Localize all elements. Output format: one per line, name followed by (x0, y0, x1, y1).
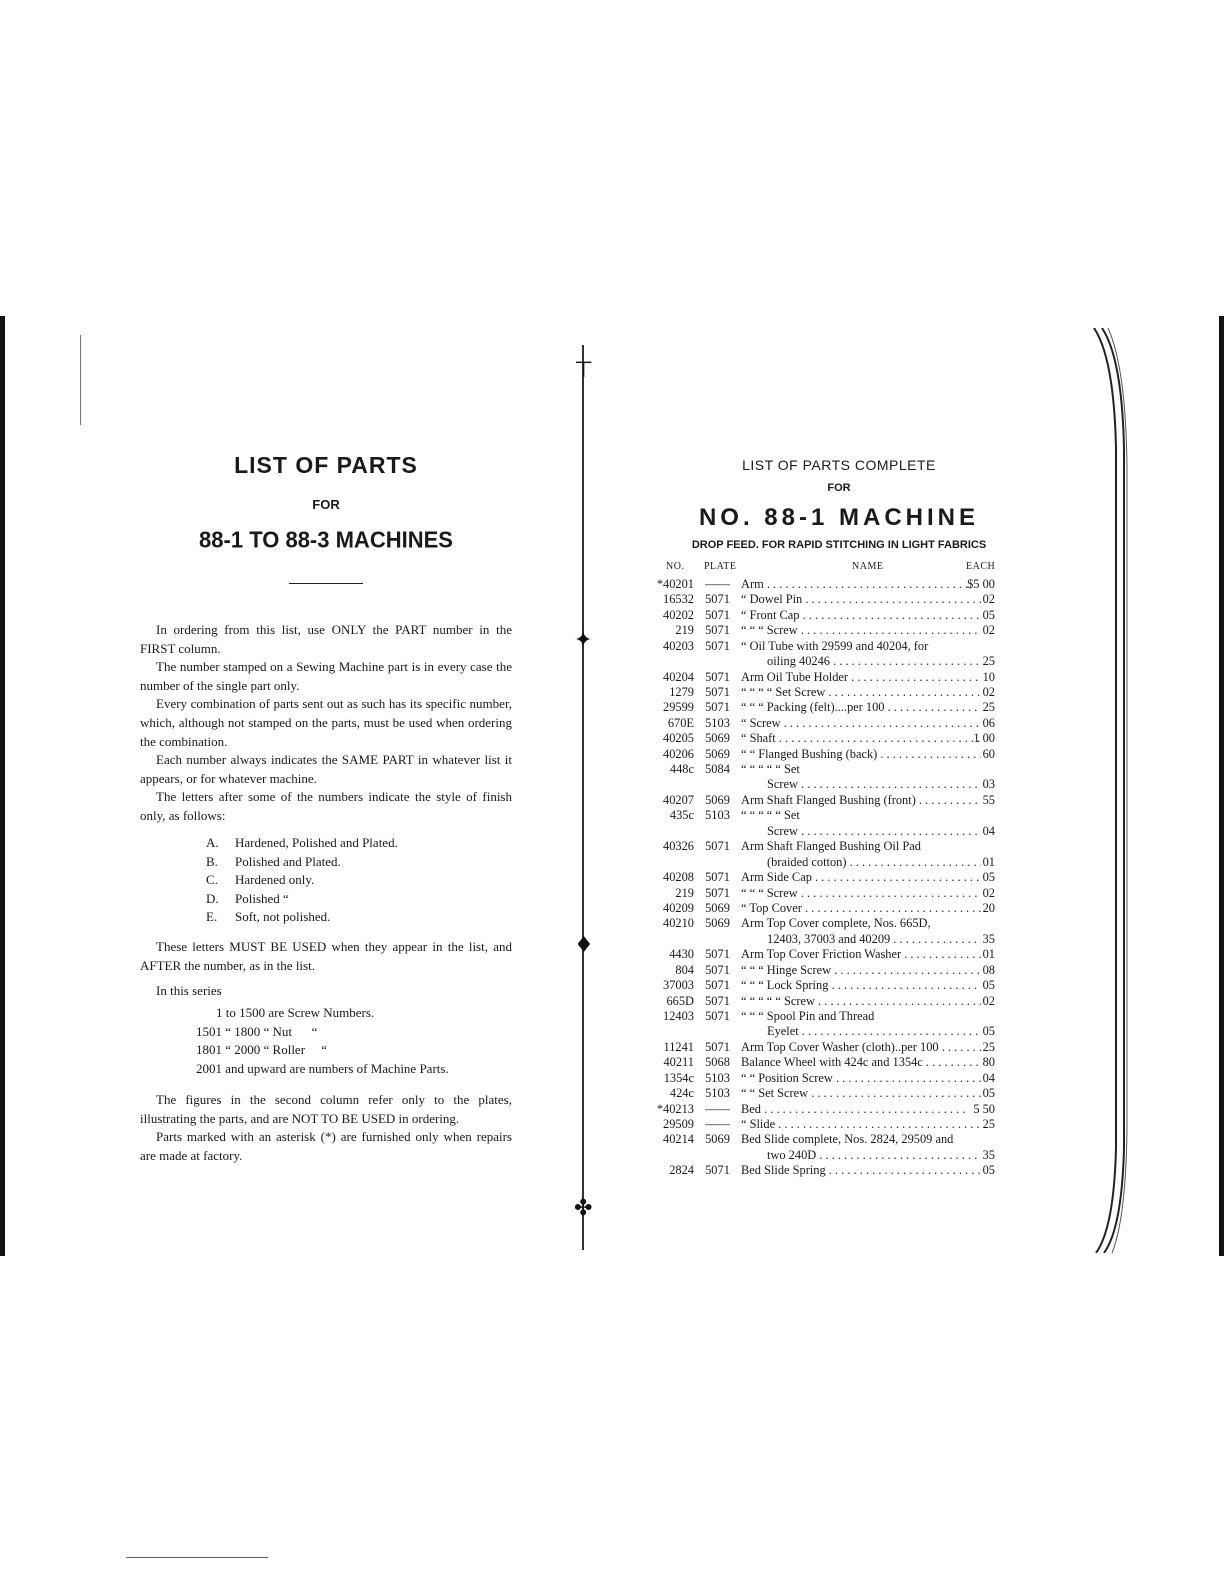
plate-number: 5071 (705, 592, 730, 607)
parts-row (640, 716, 995, 731)
part-price: 02 (982, 885, 995, 900)
part-name: “ Slide . . . (741, 1117, 981, 1132)
page-curl-edge (1092, 328, 1128, 1253)
parts-row (640, 685, 995, 700)
part-price: 5 50 (973, 1101, 995, 1116)
part-name: “ “ Position Screw . . . (741, 1071, 981, 1086)
paragraph: Parts marked with an asterisk (*) are furnished only when repairs are made at factory. (140, 1129, 512, 1163)
part-price: 01 (982, 947, 995, 962)
part-number: 40211 (663, 1055, 694, 1070)
parts-row (640, 1132, 995, 1163)
plate-number: 5071 (705, 870, 730, 885)
part-number: 40208 (663, 870, 694, 885)
part-price: 55 (982, 792, 995, 807)
part-name: “ “ “ “ “ Set Screw . . . (741, 762, 981, 793)
part-number: 219 (675, 623, 694, 638)
parts-row (640, 762, 995, 793)
plate-number: 5071 (705, 978, 730, 993)
parts-row (640, 978, 995, 993)
part-number: 435c (669, 808, 694, 823)
parts-row (640, 731, 995, 746)
part-price: 05 (982, 870, 995, 885)
part-price: 02 (982, 993, 995, 1008)
gutter-mark-1: ⊤ (574, 358, 594, 383)
gutter-mark-3: ♦ (574, 933, 594, 958)
closing-notes (140, 1091, 512, 1165)
part-name: Bed . . . (741, 1102, 981, 1117)
part-name: Arm Shaft Flanged Bushing (front) . . . (741, 793, 981, 808)
part-number: *40201 (656, 577, 694, 591)
part-number: *40213 (656, 1101, 694, 1116)
finish-item: D. Polished “ (206, 890, 289, 906)
part-name: “ Oil Tube with 29599 and 40204, for oiling 40246 . . . (741, 639, 981, 670)
plate-number: 5071 (705, 607, 730, 622)
paragraph: Each number always indicates the SAME PART in whatever list it appears, or for whatever machine. (140, 752, 512, 786)
part-number: 37003 (663, 978, 694, 993)
title-divider (289, 583, 363, 584)
plate-number: 5071 (705, 623, 730, 638)
part-name: Arm Top Cover complete, Nos. 665D, 12403, 37003 and 40209 . . . (741, 916, 981, 947)
part-price: 05 (982, 1163, 995, 1178)
part-price: 06 (982, 715, 995, 730)
finish-item: B. Polished and Plated. (206, 853, 341, 869)
scan-edge-left (0, 316, 5, 1256)
parts-row (640, 623, 995, 638)
plate-number: 5071 (705, 669, 730, 684)
part-price: 60 (982, 746, 995, 761)
part-price: 05 (982, 1086, 995, 1101)
plate-number: 5084 (705, 761, 730, 776)
parts-table (640, 577, 995, 1179)
part-price: 35 (982, 931, 995, 946)
part-price: 25 (982, 1116, 995, 1131)
parts-row (640, 700, 995, 715)
plate-number: 5069 (705, 746, 730, 761)
plate-number: 5071 (705, 684, 730, 699)
series-intro: In this series (156, 983, 222, 998)
plate-number: 5071 (705, 1009, 730, 1024)
column-header-plate: PLATE (704, 561, 737, 572)
part-price: 02 (982, 592, 995, 607)
paragraph: The letters after some of the numbers indicate the style of finish only, as follows: (140, 789, 512, 823)
plate-number: 5069 (705, 1132, 730, 1147)
margin-mark (80, 335, 81, 425)
range-line: 1 to 1500 are Screw Numbers. (216, 1005, 375, 1020)
part-name: “ “ “ Screw . . . (741, 623, 981, 638)
part-number: 219 (675, 885, 694, 900)
plate-number: 5103 (705, 808, 730, 823)
part-name: “ “ Set Screw . . . (741, 1086, 981, 1101)
part-name: Arm . . . (741, 577, 981, 592)
part-price: 25 (982, 700, 995, 715)
paragraph: In ordering from this list, use ONLY the PART number in the FIRST column. (140, 622, 512, 656)
parts-row (640, 1040, 995, 1055)
parts-row (640, 963, 995, 978)
bottom-rule (126, 1557, 268, 1558)
part-name: “ Screw . . . (741, 716, 981, 731)
part-number: 16532 (663, 592, 694, 607)
machine-title: NO. 88-1 MACHINE (698, 504, 980, 531)
paragraph: The number stamped on a Sewing Machine part is in every case the number of the single part only. (140, 659, 512, 693)
part-price: 20 (982, 901, 995, 916)
part-name: Arm Shaft Flanged Bushing Oil Pad (braided cotton) . . . (741, 839, 981, 870)
part-name: “ “ “ Screw . . . (741, 886, 981, 901)
parts-row (640, 1071, 995, 1086)
part-name: Balance Wheel with 424c and 1354c . . . (741, 1055, 981, 1070)
paragraph: The figures in the second column refer only to the plates, illustrating the parts, and are NOT TO BE USED in ordering. (140, 1092, 512, 1126)
part-name: “ “ “ Spool Pin and Thread Eyelet . . . (741, 1009, 981, 1040)
right-page-heading: LIST OF PARTS COMPLETE (742, 457, 936, 473)
part-number: 448c (669, 761, 694, 776)
parts-row (640, 639, 995, 670)
part-number: 40214 (663, 1132, 694, 1147)
plate-number: 5071 (705, 839, 730, 854)
range-line: 2001 and upward are numbers of Machine Parts. (196, 1061, 449, 1077)
plate-number: 5071 (705, 962, 730, 977)
part-number: 2824 (669, 1163, 694, 1178)
part-price: 05 (982, 978, 995, 993)
parts-row (640, 577, 995, 592)
finish-item: C. Hardened only. (206, 872, 315, 888)
part-name: Arm Top Cover Friction Washer . . . (741, 947, 981, 962)
part-name: “ “ “ Lock Spring . . . (741, 978, 981, 993)
parts-row (640, 808, 995, 839)
parts-row (640, 886, 995, 901)
plate-number: 5103 (705, 715, 730, 730)
part-price: 25 (982, 653, 995, 668)
left-page-title: LIST OF PARTS (234, 452, 418, 478)
part-price: 02 (982, 623, 995, 638)
part-name: “ “ Flanged Bushing (back) . . . (741, 747, 981, 762)
part-number: 40204 (663, 669, 694, 684)
gutter-mark-4: ✤ (574, 1196, 593, 1221)
right-page-for: FOR (827, 482, 851, 494)
part-price: 05 (982, 607, 995, 622)
part-number: 4430 (669, 947, 694, 962)
column-header-name: NAME (852, 561, 884, 572)
gutter-mark-2: ✦ (574, 628, 593, 653)
part-name: “ “ “ “ “ Set Screw . . . (741, 808, 981, 839)
part-price: 02 (982, 684, 995, 699)
parts-row (640, 947, 995, 962)
part-name: “ Dowel Pin . . . (741, 592, 981, 607)
paragraph: Every combination of parts sent out as such has its specific number, which, although not stamped on the parts, must be used when ordering the combination. (140, 696, 512, 749)
part-price: 04 (982, 1070, 995, 1085)
parts-row (640, 592, 995, 607)
plate-number: 5069 (705, 731, 730, 746)
plate-number: 5071 (705, 947, 730, 962)
part-name: “ Top Cover . . . (741, 901, 981, 916)
parts-row (640, 870, 995, 885)
part-name: “ “ “ “ “ Screw . . . (741, 994, 981, 1009)
part-number: 40205 (663, 731, 694, 746)
parts-row (640, 1117, 995, 1132)
plate-number: 5071 (705, 700, 730, 715)
left-page-for: FOR (312, 497, 340, 512)
column-header-each: EACH (966, 561, 996, 572)
plate-number: 5069 (705, 901, 730, 916)
parts-row (640, 1102, 995, 1117)
plate-number: 5071 (705, 1163, 730, 1178)
part-number: 40203 (663, 638, 694, 653)
part-number: 29599 (663, 700, 694, 715)
part-number: 29509 (663, 1116, 694, 1131)
plate-number: 5071 (705, 993, 730, 1008)
part-name: Arm Oil Tube Holder . . . (741, 670, 981, 685)
part-price: 05 (982, 1024, 995, 1039)
part-number: 40206 (663, 746, 694, 761)
parts-row (640, 793, 995, 808)
part-number: 665D (666, 993, 694, 1008)
parts-row (640, 994, 995, 1009)
part-name: Bed Slide complete, Nos. 2824, 29509 and two 240D . . . (741, 1132, 981, 1163)
part-price: 25 (982, 1040, 995, 1055)
parts-row (640, 670, 995, 685)
column-header-no: NO. (666, 561, 685, 572)
part-number: 40209 (663, 901, 694, 916)
part-number: 11241 (663, 1040, 694, 1055)
plate-number: 5071 (705, 885, 730, 900)
plate-number: 5071 (705, 1040, 730, 1055)
part-price: $5 00 (967, 577, 995, 591)
parts-row (640, 901, 995, 916)
left-page-machines: 88-1 TO 88-3 MACHINES (199, 526, 453, 553)
range-line: 1501 “ 1800 “ Nut “ (196, 1023, 318, 1039)
part-name: “ Front Cap . . . (741, 608, 981, 623)
parts-row (640, 608, 995, 623)
plate-number: 5071 (705, 638, 730, 653)
part-price: 35 (982, 1147, 995, 1162)
part-number: 40202 (663, 607, 694, 622)
part-price: 08 (982, 962, 995, 977)
part-name: Arm Top Cover Washer (cloth)..per 100 . . . (741, 1040, 981, 1055)
ordering-instructions (140, 621, 512, 826)
part-name: Bed Slide Spring . . . (741, 1163, 981, 1178)
plate-number: 5103 (705, 1086, 730, 1101)
plate-number: 5103 (705, 1070, 730, 1085)
plate-number: —— (705, 1101, 730, 1116)
part-number: 804 (675, 962, 694, 977)
part-name: “ “ “ Hinge Screw . . . (741, 963, 981, 978)
part-price: 04 (982, 823, 995, 838)
part-price: 10 (982, 669, 995, 684)
part-price: 03 (982, 777, 995, 792)
part-number: 40210 (663, 916, 694, 931)
scan-edge-right (1219, 316, 1224, 1256)
part-price: 1 00 (973, 731, 995, 746)
part-number: 670E (667, 715, 694, 730)
parts-row (640, 747, 995, 762)
part-number: 424c (669, 1086, 694, 1101)
part-name: “ “ “ “ Set Screw . . . (741, 685, 981, 700)
number-ranges (196, 1004, 449, 1079)
part-price: 80 (982, 1055, 995, 1070)
range-line: 1801 “ 2000 “ Roller “ (196, 1042, 328, 1058)
plate-number: —— (705, 1116, 730, 1131)
finish-list (206, 834, 398, 927)
plate-number: 5068 (705, 1055, 730, 1070)
part-price: 01 (982, 854, 995, 869)
parts-row (640, 1009, 995, 1040)
finish-item: E. Soft, not polished. (206, 909, 331, 925)
parts-row (640, 839, 995, 870)
part-name: Arm Side Cap . . . (741, 870, 981, 885)
part-number: 1279 (669, 684, 694, 699)
part-name: “ “ “ Packing (felt)....per 100 . . . (741, 700, 981, 715)
machine-subtitle: DROP FEED. FOR RAPID STITCHING IN LIGHT FABRICS (691, 539, 987, 551)
parts-row (640, 1086, 995, 1101)
letters-usage-note: These letters MUST BE USED when they appear in the list, and AFTER the number, as in the list. (140, 939, 512, 973)
parts-row (640, 1055, 995, 1070)
part-number: 40326 (663, 839, 694, 854)
binding-gutter-line (582, 345, 584, 1250)
part-number: 12403 (663, 1009, 694, 1024)
parts-row (640, 1163, 995, 1178)
plate-number: 5069 (705, 916, 730, 931)
plate-number: 5069 (705, 792, 730, 807)
finish-item: A. Hardened, Polished and Plated. (206, 835, 398, 850)
part-number: 40207 (663, 792, 694, 807)
part-number: 1354c (663, 1070, 694, 1085)
parts-row (640, 916, 995, 947)
plate-number: —— (705, 577, 730, 591)
part-name: “ Shaft . . . (741, 731, 981, 746)
